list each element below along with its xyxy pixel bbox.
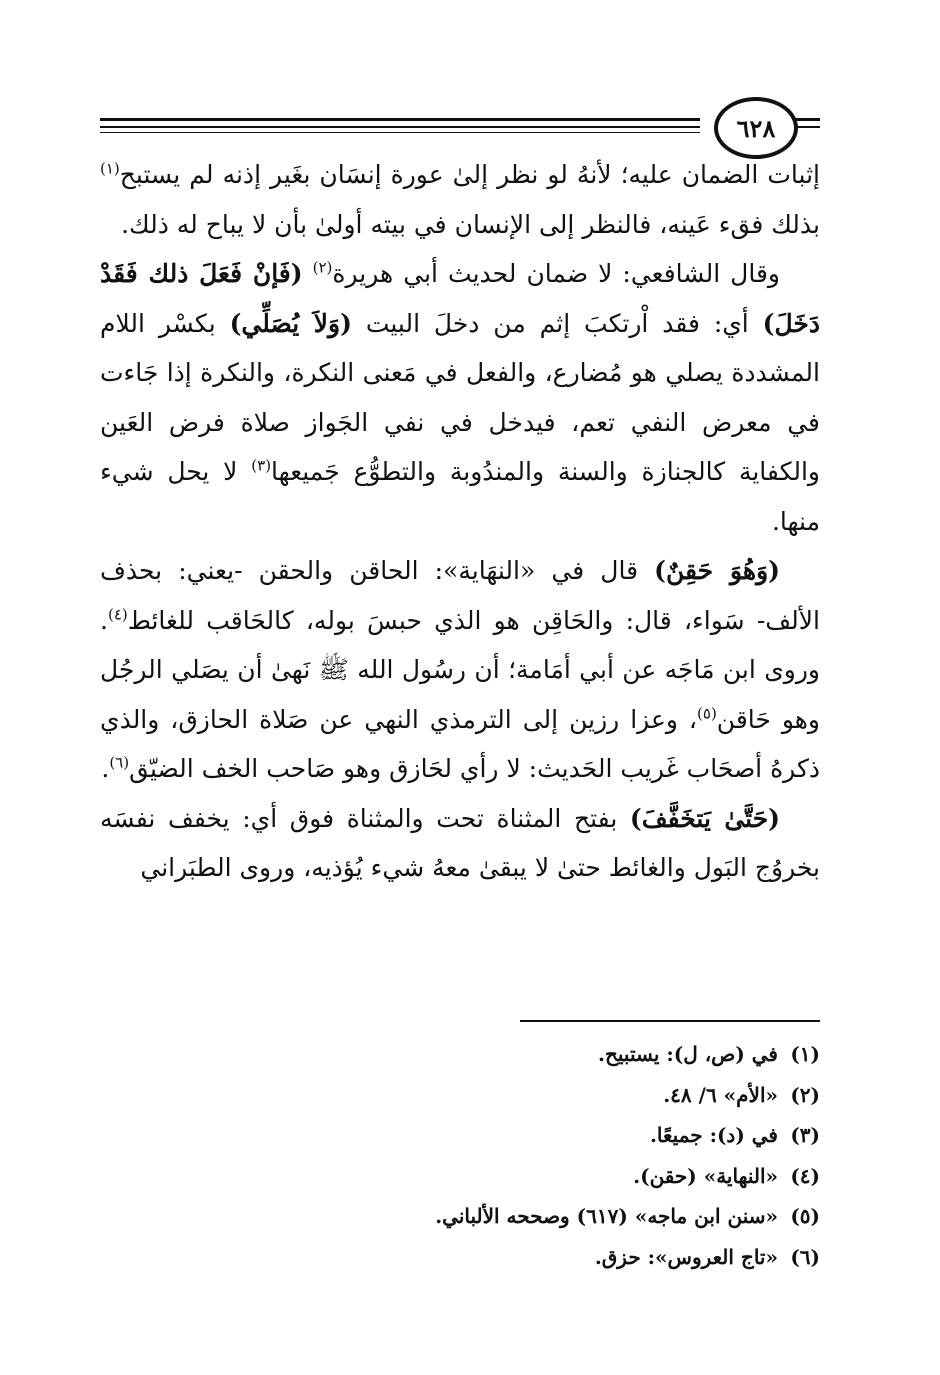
text-run: قال في «النهَاية»: الحاقن والحقن -يعني: بحذف الألف- سَواء، قال: والحَاقِن هو الذي حبسَ بوله، كالحَاقب للغائط bbox=[100, 556, 820, 635]
footnote-text: «الأم» ٦/ ٤٨. bbox=[663, 1082, 778, 1107]
text-run: ، وعزا رزين إلى الترمذي النهي عن صَلاة الحازق، والذي ذكرهُ أصحَاب غَريب الحَديث: لا رأي لحَازق وهو صَاحب الخف الضيّق bbox=[100, 704, 820, 783]
footnote-text: «سنن ابن ماجه» (٦١٧) وصححه الألباني. bbox=[435, 1204, 778, 1229]
footnote-item bbox=[100, 1237, 820, 1278]
text-run: لا يحل شيء منها. bbox=[100, 457, 820, 536]
footnote-item bbox=[100, 1156, 820, 1197]
footnote-text: «تاج العروس»: حزق. bbox=[594, 1244, 778, 1269]
footnote-number: (٦) bbox=[790, 1244, 820, 1269]
quoted-matn: (فَإنْ فَعَلَ ذلك فَقَدْ دَخَلَ) bbox=[100, 259, 820, 338]
paragraph bbox=[100, 546, 820, 794]
footnote-ref: (٤) bbox=[107, 605, 128, 624]
footnote-ref: (٣) bbox=[251, 456, 272, 475]
text-run: بذلك فقء عَينه، فالنظر إلى الإنسان في بيته أولىٰ بأن لا يباح له ذلك. bbox=[121, 209, 820, 239]
footnote-item bbox=[100, 1196, 820, 1237]
quoted-matn: (وَهُوَ حَقِنٌ) bbox=[654, 556, 780, 585]
header-rule bbox=[100, 126, 700, 128]
text-run: إثبات الضمان عليه؛ لأنهُ لو نظر إلىٰ عورة إنسَان بغَير إذنه لم يستبح bbox=[119, 160, 820, 189]
text-run: بكسْر اللام المشددة يصلي هو مُضارع، والفعل في مَعنى النكرة، والنكرة إذا جَاءت في معرض النفي تعم، فيدخل في نفي الجَواز صلاة فرض العَين والكفاية كالجنازة والسنة والمندُوبة والتطوُّع جَميعها bbox=[100, 308, 821, 486]
footnote-item bbox=[100, 1115, 820, 1156]
paragraph bbox=[100, 794, 820, 893]
text-run: أي: فقد اْرتكبَ إثم من دخلَ البيت bbox=[351, 308, 763, 338]
text-run bbox=[303, 259, 313, 288]
footnote-ref: (٢) bbox=[312, 258, 333, 277]
footnote-text: في (ص، ل): يستبيح. bbox=[598, 1042, 778, 1066]
footnote-item bbox=[100, 1034, 820, 1075]
text-run: . وروى ابن مَاجَه عن أبي أمَامة؛ أن رسُول الله ﷺ نَهىٰ أن يصَلي الرجُل وهو حَاقن bbox=[100, 605, 821, 734]
text-run: بفتح المثناة تحت والمثناة فوق أي: يخفف نفسَه بخروُج البَول والغائط حتىٰ لا يبقىٰ معهُ شيء يُؤذيه، وروى الطبَراني bbox=[100, 803, 820, 882]
page-number-text: ٦٢٨ bbox=[736, 113, 776, 143]
footnote-number: (٥) bbox=[790, 1204, 820, 1229]
footnote-text: في (د): جميعًا. bbox=[649, 1123, 778, 1148]
quoted-matn: (حَتَّىٰ يَتخَفَّفَ) bbox=[629, 803, 780, 833]
footnote-ref: (٥) bbox=[697, 704, 717, 723]
footnote-ref: (٦) bbox=[109, 753, 130, 772]
header-rule bbox=[100, 118, 700, 121]
footnote-number: (٤) bbox=[790, 1163, 820, 1188]
footnote-number: (١) bbox=[790, 1042, 820, 1066]
footnote-separator bbox=[520, 1020, 820, 1022]
footnote-text: «النهاية» (حقن). bbox=[633, 1163, 778, 1188]
main-text bbox=[100, 150, 820, 893]
footnote-number: (٣) bbox=[790, 1123, 820, 1148]
paragraph bbox=[100, 150, 820, 249]
quoted-matn: (وَلاَ يُصَلِّي) bbox=[229, 308, 352, 338]
footnote-item bbox=[100, 1075, 820, 1116]
text-run: وقال الشافعي: لا ضمان لحديث أبي هريرة bbox=[332, 259, 780, 288]
footnotes bbox=[100, 1034, 820, 1278]
header-rule bbox=[100, 132, 700, 133]
footnote-number: (٢) bbox=[790, 1082, 820, 1107]
text-run: . bbox=[101, 754, 110, 783]
footnote-ref: (١) bbox=[100, 159, 120, 178]
paragraph bbox=[100, 249, 820, 546]
